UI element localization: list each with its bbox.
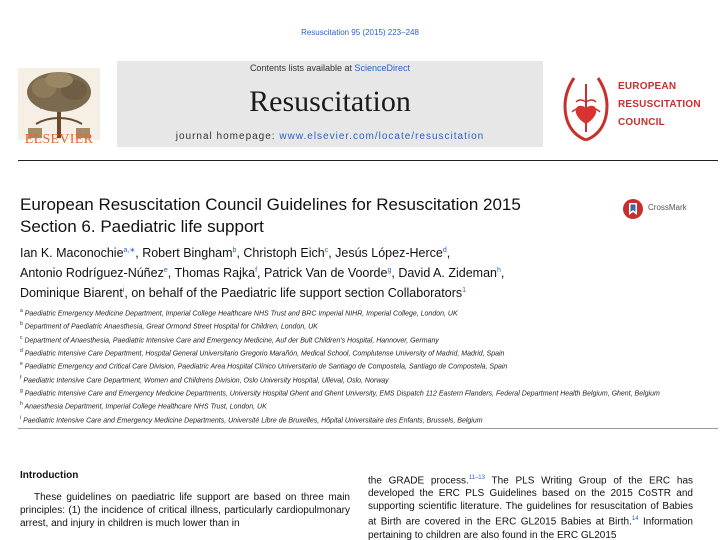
author-affil-marker[interactable]: g xyxy=(387,267,392,275)
reference-marker[interactable]: 11–13 xyxy=(468,475,485,481)
author-affil-marker[interactable]: d xyxy=(442,247,447,254)
homepage-link[interactable]: www.elsevier.com/locate/resuscitation xyxy=(279,131,485,142)
contents-line xyxy=(117,63,543,73)
erc-line3: COUNCIL xyxy=(618,117,665,128)
affiliation-item xyxy=(20,359,710,372)
author-affil-marker[interactable]: c xyxy=(324,247,329,254)
affiliation-text: Paediatric Intensive Care and Emergency Medicine Departments, University Hospital Ghent and Ghent University, EMS Dispatch 112 Eastern Flanders, Federal Department Health Belgium, Ghent, Belgium xyxy=(24,390,660,398)
body-column-right xyxy=(368,472,693,540)
author-line-2: Antonio Rodríguez-Núñez$^e$, Thomas Rajka$^f$, Patrick Van de Voorde$^g$, David A. Zideman$^h$, xyxy=(20,266,505,281)
journal-homepage xyxy=(117,131,543,142)
body-text: the GRADE process. xyxy=(368,475,469,487)
affiliation-text: Department of Paediatric Anaesthesia, Great Ormond Street Hospital for Children, London, UK xyxy=(24,323,318,331)
elsevier-wordmark: ELSEVIER xyxy=(24,132,94,147)
body-divider xyxy=(18,428,718,429)
affiliation-text: Paediatric Intensive Care Department, Hospital General Universitario Gregorio Marañón, Medical School, Complutense University of Madrid, Madrid, Spain xyxy=(24,350,505,358)
author-affil-marker[interactable]: b xyxy=(232,247,237,254)
author-affil-marker[interactable]: a,∗ xyxy=(123,247,136,254)
author-name[interactable]: Dominique Biarent xyxy=(20,286,123,301)
homepage-prefix: journal homepage: xyxy=(175,131,276,142)
header-divider xyxy=(18,160,718,161)
journal-banner xyxy=(117,61,543,147)
affiliation-text: Paediatric Intensive Care and Emergency Medicine Departments, Université Libre de Bruxelles, Hôpital Universitaire des Enfants, Brussels, Belgium xyxy=(23,416,483,424)
affiliation-item xyxy=(20,306,710,319)
author-name[interactable]: Christoph Eich xyxy=(243,246,325,261)
author-line-3 xyxy=(20,282,710,302)
contents-prefix: Contents lists available at xyxy=(249,63,352,73)
author-affil-marker[interactable]: i xyxy=(122,287,125,295)
reference-marker[interactable]: 14 xyxy=(631,516,639,523)
affiliation-marker: e xyxy=(20,361,23,368)
body-text: Information pertaining to children are also found in the ERC GL2015 xyxy=(368,516,693,540)
affiliation-marker: g xyxy=(20,387,23,394)
affiliation-marker: d xyxy=(20,347,23,354)
author-line-1: Ian K. Maconochie$^{a,∗}$, Robert Bingham$^b$, Christoph Eich$^c$, Jesús López-Herce$^d$, xyxy=(20,246,451,261)
author-affil-marker[interactable]: e xyxy=(163,267,168,275)
body-text: The PLS Writing Group of the ERC has developed the ERC PLS Guidelines based on the 2015 CoSTR and supporting scientific literature. The guidelines for resuscitation of Babies at Birth are covered in the ERC GL2015 Babies at Birth. xyxy=(368,475,694,528)
affiliation-item xyxy=(20,319,710,332)
affiliation-marker: a xyxy=(20,308,23,314)
sciencedirect-link[interactable]: ScienceDirect xyxy=(354,63,411,73)
journal-title: Resuscitation xyxy=(249,85,411,118)
affiliation-item xyxy=(20,399,710,412)
body-column-left xyxy=(20,470,350,530)
author-name[interactable]: Patrick Van de Voorde xyxy=(263,266,388,281)
affiliation-marker: b xyxy=(20,321,23,328)
author-name[interactable]: David A. Zideman xyxy=(398,266,497,281)
crossmark-label[interactable]: CrossMark xyxy=(648,203,687,212)
affiliation-item xyxy=(20,333,710,346)
collaborators-suffix: , on behalf of the Paediatric life support section Collaborators xyxy=(124,286,463,301)
affiliation-marker: h xyxy=(20,401,23,408)
erc-line1: EUROPEAN xyxy=(618,81,677,92)
author-name[interactable]: Robert Bingham xyxy=(142,246,233,261)
author-list xyxy=(20,242,710,302)
affiliation-marker: c xyxy=(20,334,23,341)
erc-wordmark xyxy=(618,78,701,132)
title-line-1: European Resuscitation Council Guidelines for Resuscitation 2015 xyxy=(20,195,521,214)
affiliation-marker: i xyxy=(20,414,22,421)
intro-paragraph: These guidelines on paediatric life support are based on three main principles: (1) the incidence of critical illness, particularly cardiopulmonary arrest, and injury in children is much lower than in xyxy=(20,492,350,529)
affiliation-text: Paediatric Emergency Medicine Department, Imperial College Healthcare NHS Trust and BRC Imperial NIHR, Imperial College, London, UK xyxy=(24,310,458,318)
author-name[interactable]: Ian K. Maconochie xyxy=(20,246,124,261)
affiliation-text: Department of Anaesthesia, Paediatric Intensive Care and Emergency Medicine, Auf der Bult Children's Hospital, Hannover, Germany xyxy=(24,336,439,344)
author-affil-marker[interactable]: f xyxy=(255,267,258,275)
journal-citation[interactable] xyxy=(0,28,720,37)
affiliation-text: Anaesthesia Department, Imperial College Healthcare NHS Trust, London, UK xyxy=(24,403,267,411)
author-name[interactable]: Antonio Rodríguez-Núñez xyxy=(20,266,164,281)
crossmark-icon[interactable] xyxy=(622,196,644,222)
affiliation-text: Paediatric Emergency and Critical Care Division, Paediatric Area Hospital Clínico Universitario de Santiago de Compostela, Santiago de Compostela, Spain xyxy=(24,363,508,371)
affiliation-marker: f xyxy=(20,374,22,381)
author-name[interactable]: Jesús López-Herce xyxy=(335,246,443,261)
affiliation-item xyxy=(20,386,710,399)
affiliation-item xyxy=(20,413,710,426)
affiliation-list xyxy=(20,306,710,426)
erc-heart-logo xyxy=(560,72,612,144)
citation-link[interactable]: Resuscitation 95 (2015) 223–248 xyxy=(301,28,419,37)
erc-line2: RESUSCITATION xyxy=(618,99,701,110)
author-name[interactable]: Thomas Rajka xyxy=(174,266,256,281)
author-affil-marker[interactable]: h xyxy=(496,267,501,275)
affiliation-item xyxy=(20,346,710,359)
title-line-2: Section 6. Paediatric life support xyxy=(20,217,264,236)
affiliation-text: Paediatric Intensive Care Department, Women and Childrens Division, Oslo University Hospital, Ulleval, Oslo, Norway xyxy=(23,376,389,384)
collaborators-marker[interactable]: 1 xyxy=(462,287,467,295)
section-heading: Introduction xyxy=(20,470,79,481)
article-title xyxy=(20,194,600,238)
affiliation-item xyxy=(20,373,710,386)
